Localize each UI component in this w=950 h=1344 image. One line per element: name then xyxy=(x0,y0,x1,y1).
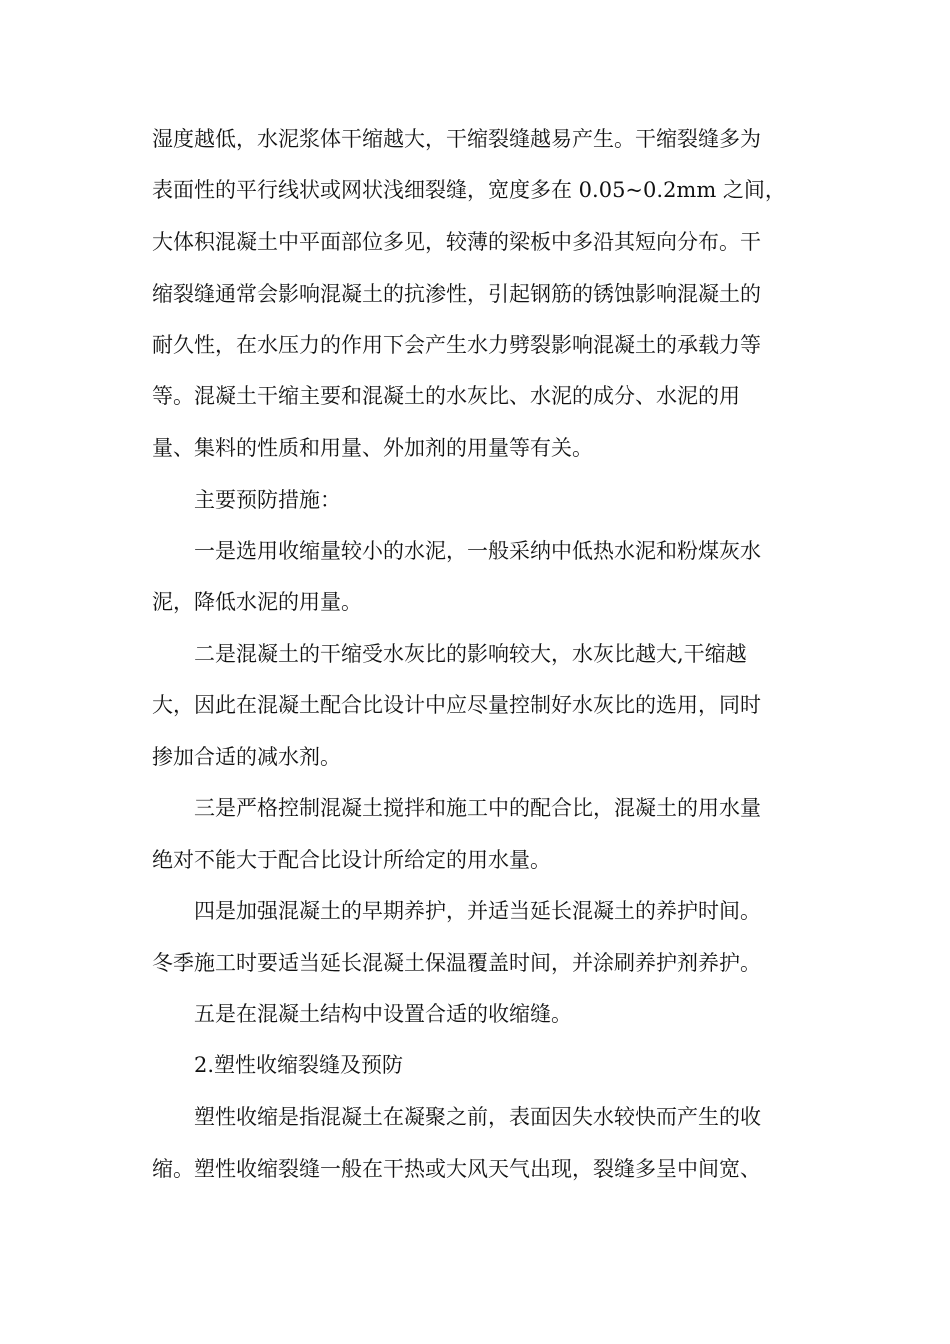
text-line: 大，因此在混凝土配合比设计中应尽量控制好水灰比的选用，同时 xyxy=(152,693,761,717)
text-line: 缩。塑性收缩裂缝一般在干热或大风天气出现，裂缝多呈中间宽、 xyxy=(152,1157,761,1181)
text-line: 塑性收缩是指混凝土在凝聚之前，表面因失水较快而产生的收 xyxy=(194,1105,761,1129)
text-line: 三是严格控制混凝土搅拌和施工中的配合比，混凝土的用水量 xyxy=(194,796,761,820)
text-line: 等。混凝土干缩主要和混凝土的水灰比、水泥的成分、水泥的用 xyxy=(152,384,740,408)
text-line: 缩裂缝通常会影响混凝土的抗渗性，引起钢筋的锈蚀影响混凝土的 xyxy=(152,282,761,306)
text-line: 主要预防措施： xyxy=(194,488,341,512)
text-line: 绝对不能大于配合比设计所给定的用水量。 xyxy=(152,848,551,872)
text-line: 掺加合适的减水剂。 xyxy=(152,745,341,769)
text-line: 二是混凝土的干缩受水灰比的影响较大，水灰比越大,干缩越 xyxy=(194,642,747,666)
text-line: 耐久性，在水压力的作用下会产生水力劈裂影响混凝土的承载力等 xyxy=(152,333,761,357)
text-line: 量、集料的性质和用量、外加剂的用量等有关。 xyxy=(152,436,593,460)
section-heading: 2.塑性收缩裂缝及预防 xyxy=(194,1053,404,1077)
text-line: 一是选用收缩量较小的水泥，一般采纳中低热水泥和粉煤灰水 xyxy=(194,539,761,563)
text-line: 冬季施工时要适当延长混凝土保温覆盖时间，并涂刷养护剂养护。 xyxy=(152,951,761,975)
text-line: 四是加强混凝土的早期养护，并适当延长混凝土的养护时间。 xyxy=(194,899,761,923)
text-line: 泥，降低水泥的用量。 xyxy=(152,590,362,614)
text-line: 湿度越低，水泥浆体干缩越大，干缩裂缝越易产生。干缩裂缝多为 xyxy=(152,127,761,151)
text-line: 表面性的平行线状或网状浅细裂缝，宽度多在 0.05~0.2mm 之间， xyxy=(152,178,786,202)
text-line: 大体积混凝土中平面部位多见，较薄的梁板中多沿其短向分布。干 xyxy=(152,230,761,254)
text-line: 五是在混凝土结构中设置合适的收缩缝。 xyxy=(194,1002,572,1026)
